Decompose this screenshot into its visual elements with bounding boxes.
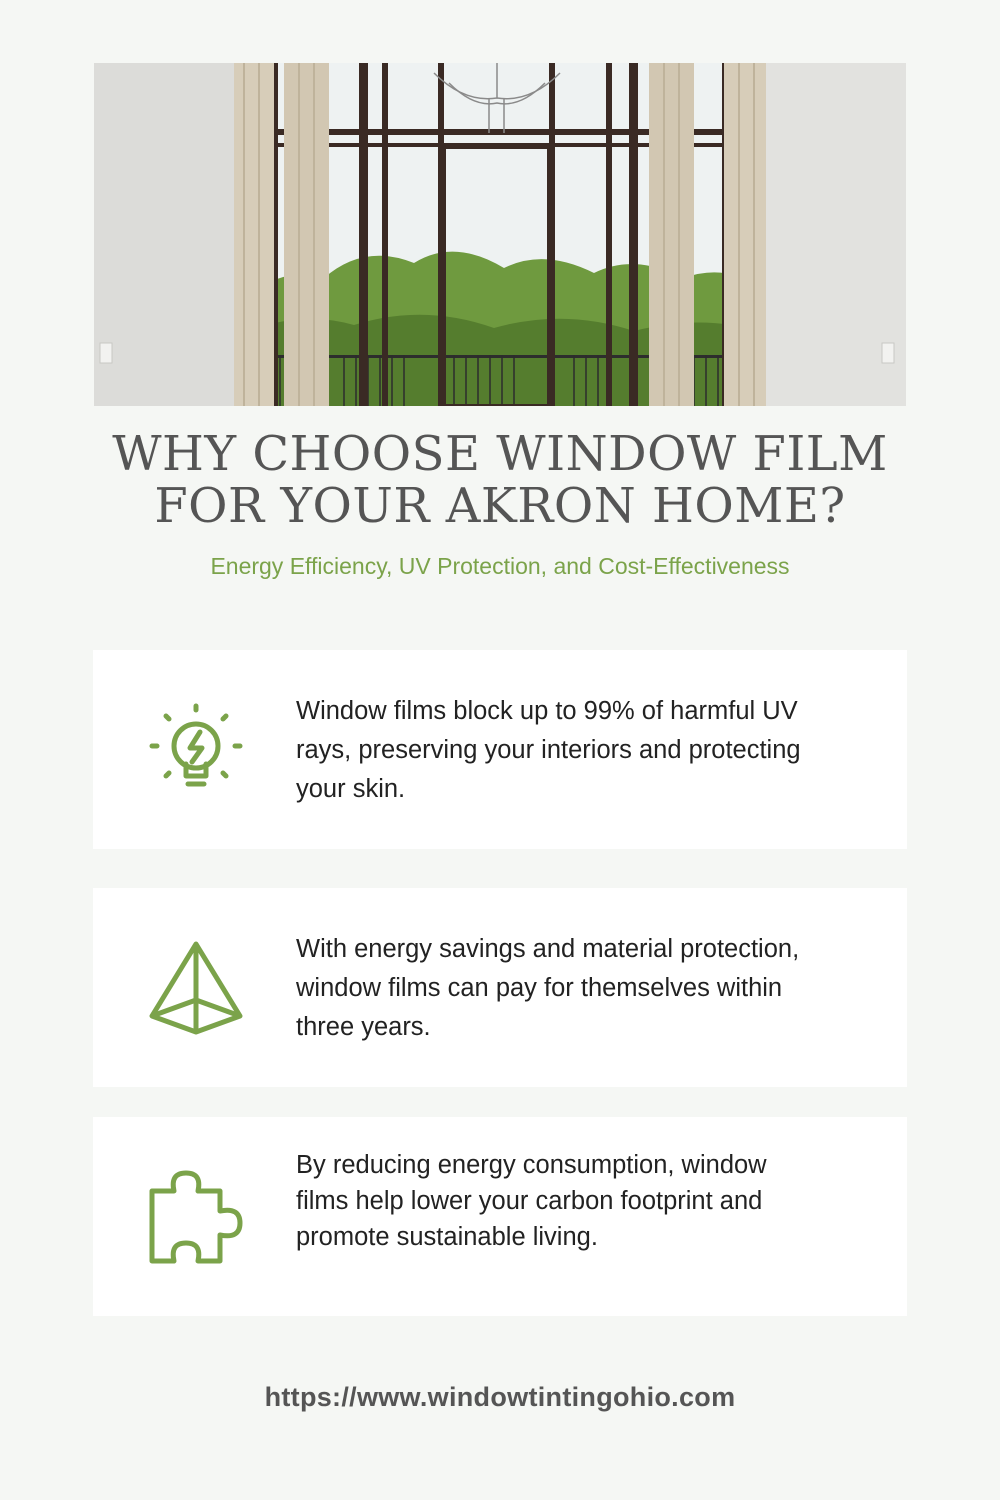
title-line-1: WHY CHOOSE WINDOW FILM [112, 426, 888, 482]
website-url[interactable]: https://www.windowtintingohio.com [264, 1382, 736, 1412]
feature-card-uv [93, 650, 907, 849]
hero-image [94, 63, 906, 406]
feature-card-sustainability [93, 1117, 907, 1316]
subtitle: Energy Efficiency, UV Protection, and Cost-Effectiveness [210, 553, 790, 579]
pyramid-icon [148, 940, 244, 1040]
feature-text-uv: Window films block up to 99% of harmful UV rays, preserving your interiors and protecting your skin. [296, 697, 801, 803]
feature-text-savings: With energy savings and material protection, window films can pay for themselves within three years. [296, 935, 800, 1041]
puzzle-piece-icon [148, 1169, 244, 1269]
page-title [60, 428, 940, 532]
feature-card-savings [93, 888, 907, 1087]
title-line-2: FOR YOUR AKRON HOME? [154, 478, 846, 534]
feature-text-sustainability: By reducing energy consumption, window films help lower your carbon footprint and promote sustainable living. [296, 1151, 767, 1251]
lightbulb-bolt-icon [148, 702, 244, 802]
